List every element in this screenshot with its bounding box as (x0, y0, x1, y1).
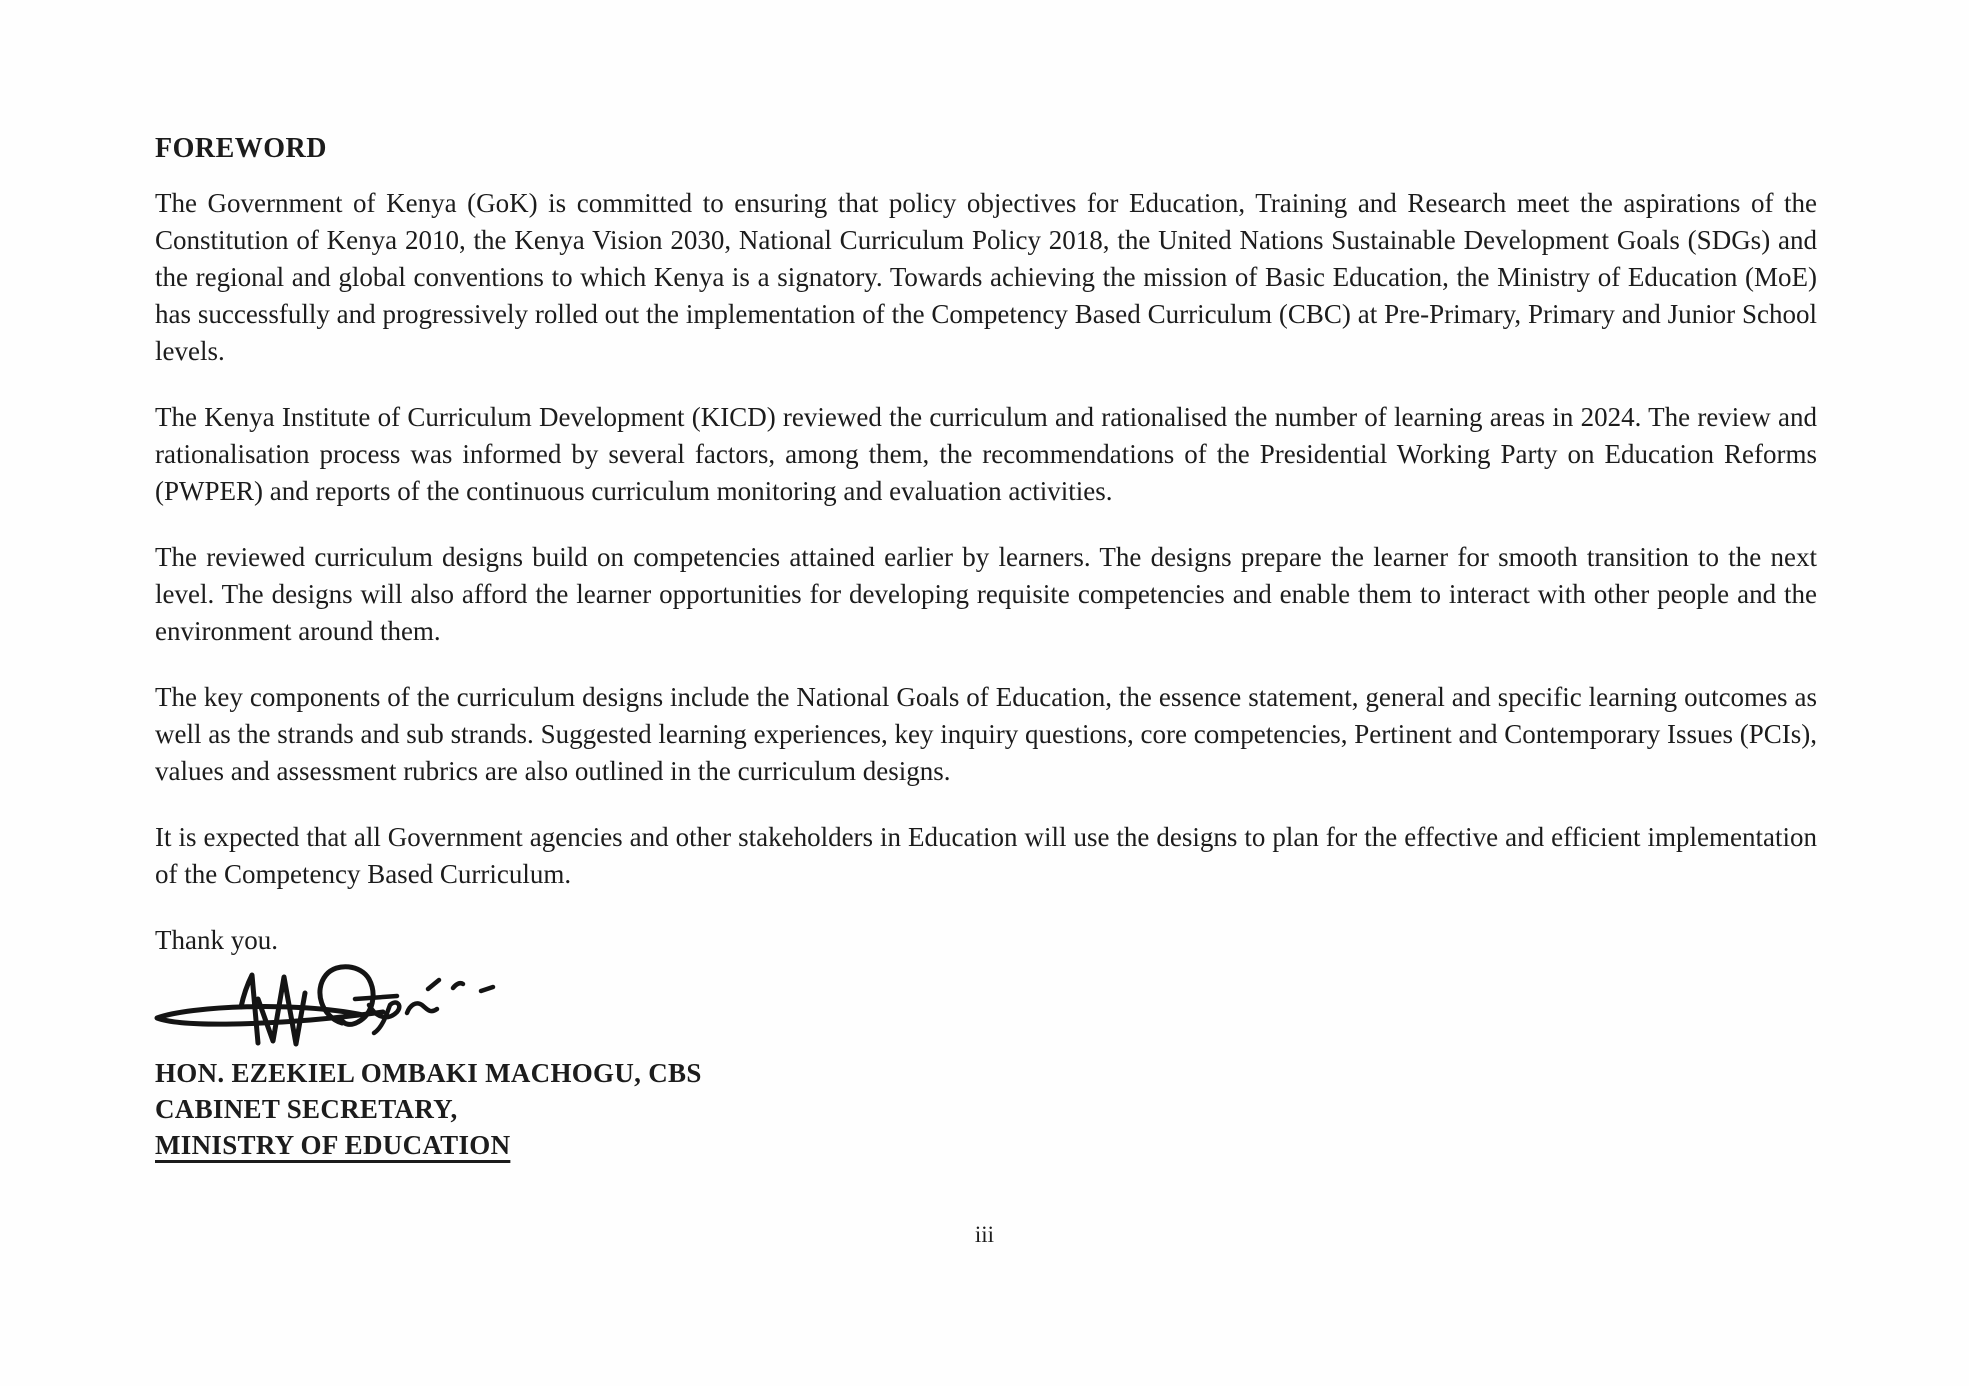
paragraph-kicd-review: The Kenya Institute of Curriculum Development (KICD) reviewed the curriculum and rationalised the number of learning areas in 2024. The review and rationalisation process was informed by several factors, among them, the recommendations of the Presidential Working Party on Education Reforms (PWPER) and reports of the continuous curriculum monitoring and evaluation activities. (155, 402, 1817, 506)
closing-text: Thank you. (155, 925, 278, 955)
signatory-block (155, 1055, 1817, 1163)
paragraph-expectation: It is expected that all Government agencies and other stakeholders in Education will use the designs to plan for the effective and efficient implementation of the Competency Based Curriculum. (155, 822, 1817, 889)
paragraph-reviewed-designs: The reviewed curriculum designs build on competencies attained earlier by learners. The designs prepare the learner for smooth transition to the next level. The designs will also afford the learner opportunities for developing requisite competencies and enable them to interact with other people and the environment around them. (155, 542, 1817, 646)
paragraph-government-commitment: The Government of Kenya (GoK) is committed to ensuring that policy objectives for Education, Training and Research meet the aspirations of the Constitution of Kenya 2010, the Kenya Vision 2030, National Curriculum Policy 2018, the United Nations Sustainable Development Goals (SDGs) and the regional and global conventions to which Kenya is a signatory. Towards achieving the mission of Basic Education, the Ministry of Education (MoE) has successfully and progressively rolled out the implementation of the Competency Based Curriculum (CBC) at Pre-Primary, Primary and Junior School levels. (155, 188, 1817, 366)
signatory-title: CABINET SECRETARY, (155, 1094, 458, 1124)
page-number: iii (974, 1222, 995, 1247)
foreword-section (155, 133, 1817, 1163)
signatory-organization: MINISTRY OF EDUCATION (155, 1130, 511, 1160)
signature-image (145, 961, 505, 1051)
paragraph-key-components: The key components of the curriculum designs include the National Goals of Education, the essence statement, general and specific learning outcomes as well as the strands and sub strands. Suggested learning experiences, key inquiry questions, core competencies, Pertinent and Contemporary Issues (PCIs), values and assessment rubrics are also outlined in the curriculum designs. (155, 682, 1817, 786)
signatory-name: HON. EZEKIEL OMBAKI MACHOGU, CBS (155, 1058, 702, 1088)
signature (145, 961, 1817, 1051)
foreword-heading: FOREWORD (155, 133, 327, 164)
